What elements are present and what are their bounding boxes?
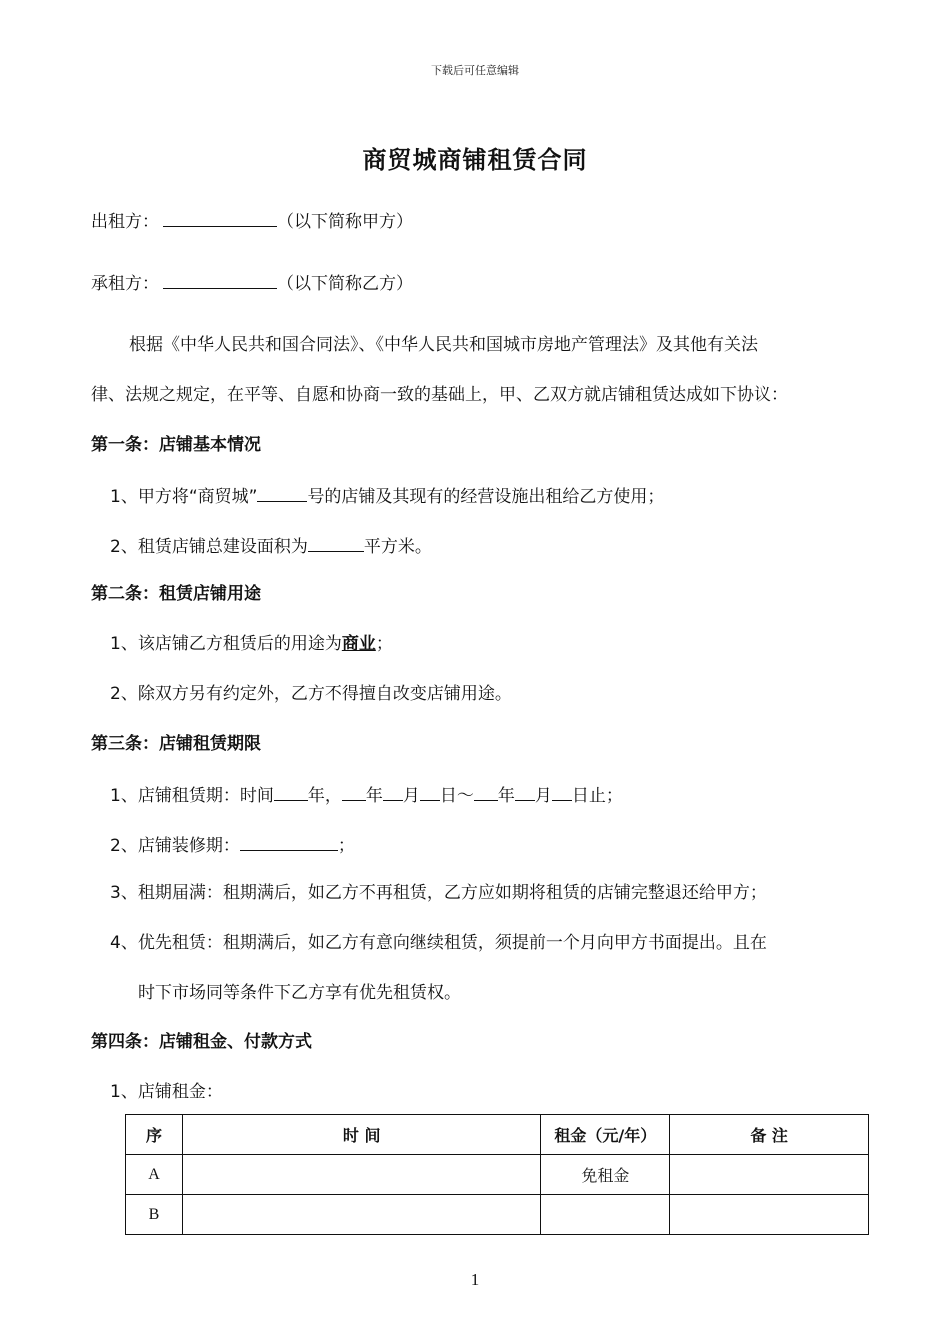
preamble-line-2: 律、法规之规定，在平等、自愿和协商一致的基础上，甲、乙双方就店铺租赁达成如下协议： <box>91 385 788 405</box>
article1-item1-text-a: 1、甲方将“商贸城” <box>110 487 258 507</box>
term-text-2: 年 <box>365 786 383 806</box>
table-cell <box>182 1155 540 1195</box>
table-cell <box>541 1195 670 1235</box>
article1-item2-text-b: 平方米。 <box>363 537 432 557</box>
article2-item1-text-a: 1、该店铺乙方租赁后的用途为 <box>110 634 342 654</box>
article1-heading: 第一条：店铺基本情况 <box>91 435 261 455</box>
rent-table <box>125 1114 869 1235</box>
term-text-4: 日～ <box>439 786 474 806</box>
lessor-line <box>91 208 413 234</box>
term-blank-1 <box>274 782 308 801</box>
article3-item2 <box>110 832 355 858</box>
article1-item2-text-a: 2、租赁店铺总建设面积为 <box>110 537 308 557</box>
table-cell: 免租金 <box>541 1155 670 1195</box>
term-text-1: 年， <box>307 786 342 806</box>
article1-item1 <box>110 483 664 509</box>
term-blank-2 <box>342 782 366 801</box>
preamble-line-1: 根据《中华人民共和国合同法》、《中华人民共和国城市房地产管理法》及其他有关法 <box>129 335 758 355</box>
term-text-6: 月 <box>534 786 552 806</box>
term-text-5: 年 <box>497 786 515 806</box>
table-header: 序 <box>126 1115 183 1155</box>
area-blank <box>308 533 364 552</box>
table-cell <box>670 1155 869 1195</box>
lessor-label: 出租方： <box>91 212 159 232</box>
table-cell: A <box>126 1155 183 1195</box>
article2-heading: 第二条：租赁店铺用途 <box>91 584 261 604</box>
document-title: 商贸城商铺租赁合同 <box>362 146 588 174</box>
lessee-line <box>91 270 413 296</box>
term-blank-3 <box>383 782 403 801</box>
article3-heading: 第三条：店铺租赁期限 <box>91 734 261 754</box>
renovation-blank <box>240 832 338 851</box>
term-text-7: 日止； <box>571 786 623 806</box>
article4-heading: 第四条：店铺租金、付款方式 <box>91 1032 312 1052</box>
page-number: 1 <box>470 1270 480 1289</box>
article3-item1 <box>110 782 623 808</box>
article4-item1: 1、店铺租金： <box>110 1082 223 1102</box>
lessee-blank <box>163 270 277 289</box>
usage-value: 商业 <box>341 634 376 654</box>
renovation-end: ； <box>337 836 355 856</box>
term-blank-5 <box>474 782 498 801</box>
table-cell <box>670 1195 869 1235</box>
article2-item1 <box>110 632 393 656</box>
table-header: 时 间 <box>182 1115 540 1155</box>
table-header: 租金（元/年） <box>541 1115 670 1155</box>
header-note: 下载后可任意编辑 <box>431 64 519 77</box>
table-row <box>126 1195 869 1235</box>
table-cell <box>182 1195 540 1235</box>
term-text-3: 月 <box>402 786 420 806</box>
lessor-blank <box>163 208 277 227</box>
term-blank-4 <box>420 782 440 801</box>
article1-item2 <box>110 533 432 559</box>
term-blank-6 <box>515 782 535 801</box>
lease-term-label: 1、店铺租赁期：时间 <box>110 786 274 806</box>
lessee-suffix: （以下简称乙方） <box>277 274 413 294</box>
term-blank-7 <box>552 782 572 801</box>
article3-item4-line1: 4、优先租赁：租期满后，如乙方有意向继续租赁，须提前一个月向甲方书面提出。且在 <box>110 933 767 953</box>
article3-item4-line2: 时下市场同等条件下乙方享有优先租赁权。 <box>138 983 461 1003</box>
article3-item3: 3、租期届满：租期满后，如乙方不再租赁，乙方应如期将租赁的店铺完整退还给甲方； <box>110 883 767 903</box>
table-header: 备 注 <box>670 1115 869 1155</box>
table-header-row <box>126 1115 869 1155</box>
shop-number-blank <box>257 483 307 502</box>
lessee-label: 承租方： <box>91 274 159 294</box>
table-cell: B <box>126 1195 183 1235</box>
lessor-suffix: （以下简称甲方） <box>277 212 413 232</box>
article2-item1-text-b: ； <box>375 634 393 654</box>
article1-item1-text-b: 号的店铺及其现有的经营设施出租给乙方使用； <box>307 487 665 507</box>
article2-item2: 2、除双方另有约定外，乙方不得擅自改变店铺用途。 <box>110 684 512 704</box>
table-row <box>126 1155 869 1195</box>
renovation-label: 2、店铺装修期： <box>110 836 240 856</box>
